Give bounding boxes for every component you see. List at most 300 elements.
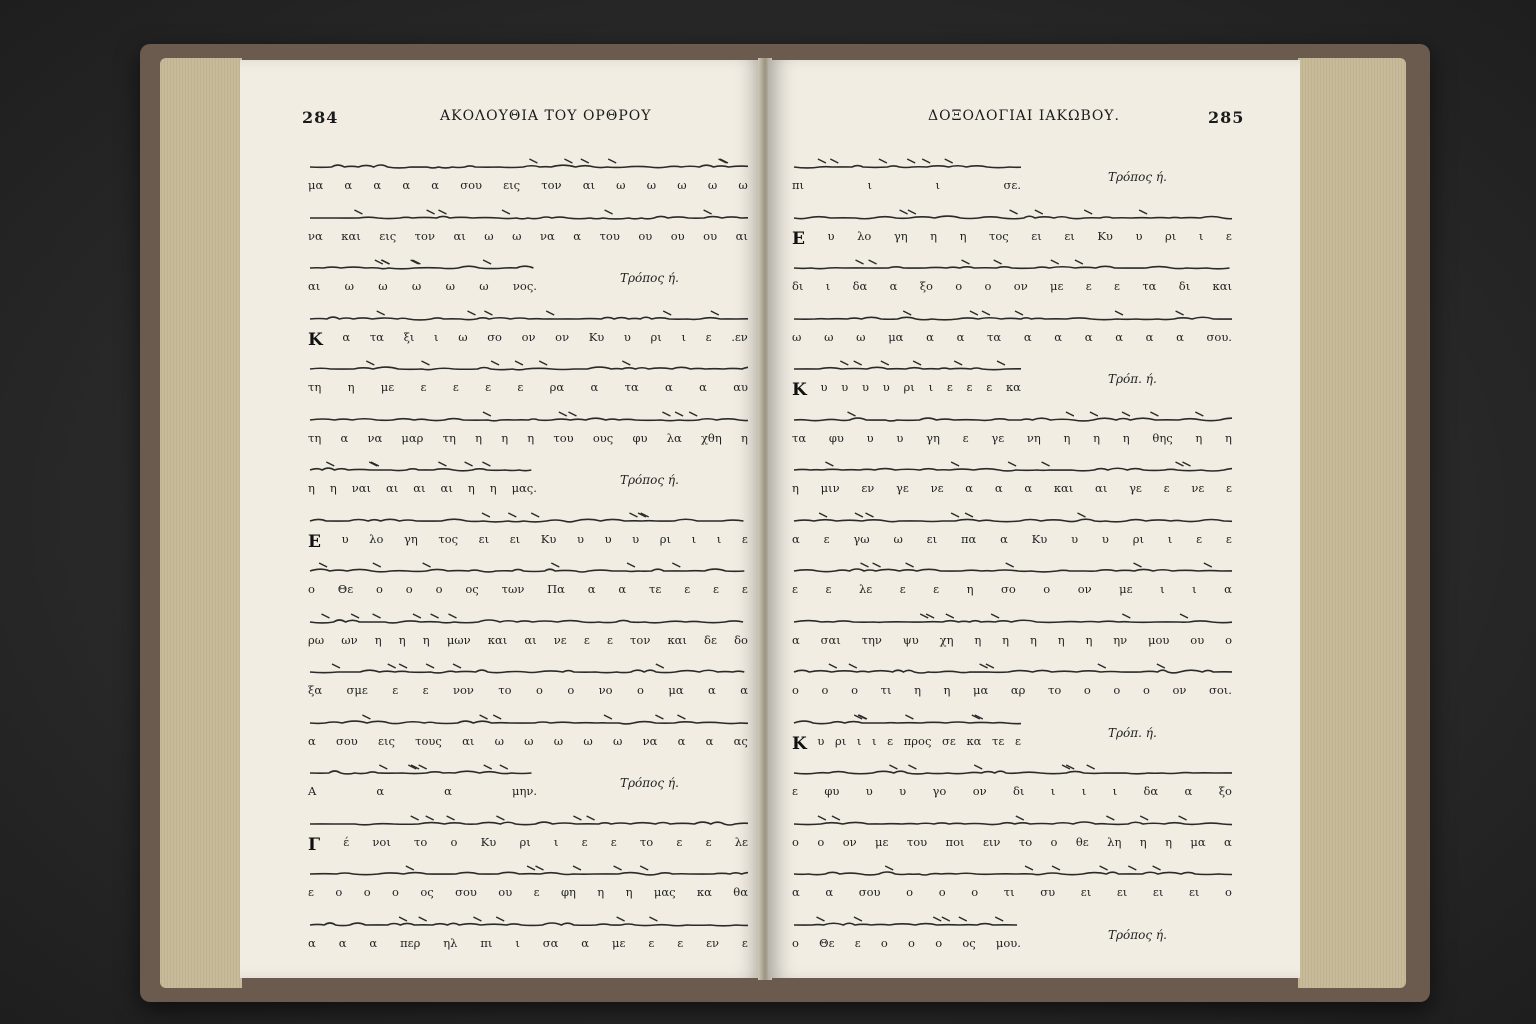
neume-notation bbox=[792, 613, 1232, 627]
syllable: θε bbox=[1075, 834, 1089, 849]
syllable: τα bbox=[624, 380, 639, 394]
syllable: μα bbox=[888, 329, 904, 344]
syllable: α bbox=[677, 733, 686, 748]
syllable: ω bbox=[484, 228, 494, 243]
neume-notation bbox=[308, 613, 748, 627]
syllable: ο bbox=[435, 582, 443, 596]
syllable: φυ bbox=[632, 430, 648, 445]
syllable: ι bbox=[856, 733, 862, 748]
syllable: περ bbox=[400, 935, 421, 950]
syllable: ω bbox=[583, 733, 593, 748]
syllable-row bbox=[308, 784, 537, 802]
mode-signature: Τρόπος ή. bbox=[620, 473, 679, 487]
syllable: θης bbox=[1152, 430, 1173, 445]
syllable: μα bbox=[668, 683, 684, 697]
syllable: μας bbox=[653, 885, 676, 899]
syllable: α bbox=[369, 935, 378, 950]
syllable: ε bbox=[823, 531, 830, 546]
syllable-row bbox=[308, 330, 748, 348]
syllable: του bbox=[553, 430, 574, 445]
syllable: η bbox=[1165, 834, 1172, 849]
syllable: και bbox=[487, 632, 508, 647]
syllable: ι bbox=[867, 178, 873, 192]
syllable: υ bbox=[820, 380, 828, 394]
syllable: α bbox=[1084, 329, 1093, 344]
syllable: υ bbox=[1071, 531, 1079, 546]
syllable: α bbox=[581, 935, 590, 950]
syllable: υ bbox=[623, 329, 631, 344]
syllable: ω bbox=[479, 279, 489, 293]
syllable-row bbox=[308, 279, 537, 297]
syllable-row bbox=[792, 683, 1232, 701]
syllable: φυ bbox=[828, 430, 844, 445]
neume-notation bbox=[308, 714, 748, 728]
syllable: μας. bbox=[511, 481, 537, 495]
syllable: ο bbox=[405, 582, 413, 596]
syllable: αυ bbox=[733, 380, 748, 394]
syllable: ε bbox=[741, 531, 748, 546]
syllable: ει bbox=[509, 531, 521, 546]
syllable: σα bbox=[542, 935, 559, 950]
syllable: α bbox=[705, 733, 714, 748]
syllable: ο bbox=[363, 885, 371, 899]
syllable: μου bbox=[1148, 632, 1170, 647]
syllable: γε bbox=[991, 430, 1005, 445]
syllable-row bbox=[308, 380, 748, 398]
syllable: η bbox=[974, 632, 982, 647]
syllable: α bbox=[444, 784, 452, 798]
syllable-row bbox=[792, 633, 1232, 651]
syllable: α bbox=[699, 380, 707, 394]
syllable: ε bbox=[517, 380, 524, 394]
syllable: τε bbox=[992, 733, 1005, 748]
syllable: υ bbox=[1135, 228, 1143, 243]
drop-initial: E bbox=[792, 228, 805, 249]
syllable: ας bbox=[733, 733, 748, 748]
neume-notation bbox=[792, 714, 1021, 728]
mode-signature: Τρόπ. ή. bbox=[1108, 725, 1157, 740]
syllable: α bbox=[956, 329, 965, 344]
syllable: ω bbox=[616, 178, 626, 192]
syllable: λη bbox=[1107, 834, 1122, 849]
syllable: μων bbox=[446, 632, 471, 647]
syllable: ω bbox=[646, 178, 657, 192]
syllable: το bbox=[639, 834, 654, 849]
syllable-row bbox=[308, 734, 748, 752]
syllable: ξα bbox=[308, 683, 323, 697]
syllable: υ bbox=[899, 784, 907, 798]
left-page bbox=[240, 60, 763, 978]
neume-notation bbox=[308, 461, 537, 475]
syllable: ε bbox=[986, 380, 993, 394]
syllable: με bbox=[875, 834, 889, 849]
syllable: χη bbox=[939, 632, 954, 647]
syllable: α bbox=[1184, 784, 1193, 798]
syllable: ον bbox=[1077, 582, 1092, 596]
syllable: ει bbox=[1152, 885, 1164, 899]
syllable: τα bbox=[987, 329, 1002, 344]
syllable: με bbox=[1119, 582, 1133, 596]
syllable: ι bbox=[1198, 228, 1204, 243]
syllable: σοι. bbox=[1209, 683, 1232, 697]
syllable: με bbox=[380, 380, 395, 394]
syllable: αι bbox=[582, 178, 595, 192]
syllable: αι bbox=[413, 481, 426, 495]
syllable: ε bbox=[485, 380, 492, 394]
syllable: ει bbox=[1116, 885, 1128, 899]
syllable: μα bbox=[308, 178, 324, 192]
syllable: α bbox=[926, 329, 934, 344]
syllable: αι bbox=[1095, 481, 1108, 495]
syllable: υ bbox=[866, 430, 874, 445]
syllable: α bbox=[587, 582, 596, 596]
syllable-row bbox=[792, 784, 1232, 802]
neume-notation bbox=[792, 663, 1232, 677]
syllable: ε bbox=[677, 935, 684, 950]
page-number-right: 285 bbox=[1208, 108, 1245, 127]
syllable: ο bbox=[817, 834, 825, 849]
syllable: υ bbox=[841, 380, 849, 394]
syllable: ε bbox=[1225, 228, 1232, 243]
syllable: υ bbox=[882, 380, 890, 394]
syllable: θα bbox=[733, 885, 748, 899]
drop-initial: K bbox=[308, 329, 323, 350]
syllable: η bbox=[329, 481, 337, 495]
syllable: νε bbox=[930, 481, 944, 495]
syllable: και bbox=[341, 228, 361, 243]
syllable: γη bbox=[893, 228, 908, 243]
syllable: η bbox=[1002, 632, 1010, 647]
syllable-row bbox=[792, 330, 1232, 348]
syllable: νε bbox=[1191, 481, 1205, 495]
syllable: τα bbox=[369, 329, 384, 344]
syllable: ε bbox=[899, 582, 906, 596]
syllable: αι bbox=[735, 228, 748, 243]
syllable: ηλ bbox=[443, 935, 458, 950]
syllable: η bbox=[1122, 430, 1130, 445]
neume-notation bbox=[792, 916, 1021, 930]
syllable: υ bbox=[604, 531, 612, 546]
syllable: α bbox=[431, 178, 440, 192]
syllable: ι bbox=[515, 935, 520, 950]
syllable: σου bbox=[336, 733, 358, 748]
syllable: γη bbox=[403, 531, 418, 546]
syllable: ο bbox=[792, 834, 799, 849]
syllable: ο bbox=[1043, 582, 1051, 596]
syllable: μα bbox=[973, 683, 989, 697]
syllable: να bbox=[367, 430, 383, 445]
syllable: δι bbox=[1012, 784, 1025, 798]
syllable: ο bbox=[792, 935, 799, 950]
syllable-row bbox=[308, 835, 748, 853]
syllable: νος. bbox=[512, 279, 537, 293]
syllable: ει bbox=[1080, 885, 1092, 899]
drop-initial: K bbox=[792, 380, 807, 400]
syllable: η bbox=[489, 481, 497, 495]
neume-notation bbox=[308, 158, 748, 172]
running-head-left: ΑΚΟΛΟΥΘΙΑ ΤΟΥ ΟΡΘΡΟΥ bbox=[440, 108, 652, 124]
syllable: ρι bbox=[1165, 228, 1177, 243]
syllable: ρι bbox=[1132, 531, 1144, 546]
syllable: α bbox=[573, 228, 582, 243]
syllable: σου bbox=[455, 885, 477, 899]
syllable: τι bbox=[880, 683, 892, 697]
syllable: νοι bbox=[372, 834, 391, 849]
syllable: ει bbox=[478, 531, 490, 546]
syllable: ειν bbox=[982, 834, 1001, 849]
syllable: ω bbox=[613, 733, 623, 748]
drop-initial: E bbox=[308, 531, 321, 552]
neume-notation bbox=[308, 310, 748, 324]
syllable: πι bbox=[480, 935, 493, 950]
syllable: α bbox=[792, 531, 800, 546]
syllable: η bbox=[959, 228, 967, 243]
syllable: α bbox=[1024, 481, 1033, 495]
syllable: ε bbox=[422, 683, 429, 697]
syllable: α bbox=[1224, 582, 1232, 596]
syllable: σε. bbox=[1003, 178, 1021, 192]
neume-notation bbox=[792, 360, 1021, 374]
syllable-row bbox=[792, 229, 1232, 247]
syllable: τος bbox=[438, 531, 459, 546]
syllable: του bbox=[599, 228, 620, 243]
syllable: υ bbox=[862, 380, 870, 394]
syllable: τη bbox=[308, 380, 322, 394]
syllable: τος bbox=[989, 228, 1009, 243]
syllable: σε bbox=[942, 733, 956, 748]
syllable: ην bbox=[1113, 632, 1128, 647]
syllable: συ bbox=[1040, 885, 1056, 899]
neume-notation bbox=[308, 209, 748, 223]
page-edges-left bbox=[160, 58, 242, 988]
syllable: αι bbox=[462, 733, 475, 748]
syllable: του bbox=[906, 834, 928, 849]
syllable: α bbox=[308, 935, 316, 950]
syllable: ρι bbox=[659, 531, 672, 546]
syllable: σο bbox=[1001, 582, 1016, 596]
syllable: ω bbox=[411, 279, 422, 293]
syllable: ε bbox=[533, 885, 540, 899]
syllable: υ bbox=[632, 531, 640, 546]
syllable-row bbox=[792, 481, 1232, 499]
syllable: γε bbox=[896, 481, 909, 495]
mode-signature: Τρόπος ή. bbox=[1108, 927, 1167, 942]
syllable: ου bbox=[498, 885, 513, 899]
syllable: α bbox=[1054, 329, 1063, 344]
syllable: ο bbox=[1050, 834, 1058, 849]
syllable: α bbox=[1000, 531, 1008, 546]
syllable: ω bbox=[344, 279, 354, 293]
syllable-row bbox=[308, 481, 537, 499]
mode-signature: Τρόπ. ή. bbox=[1108, 372, 1157, 386]
syllable: ι bbox=[872, 733, 877, 748]
syllable: υ bbox=[896, 430, 904, 445]
syllable: ρι bbox=[835, 733, 847, 748]
syllable: ω bbox=[893, 531, 903, 546]
syllable: ε bbox=[962, 430, 969, 445]
syllable: η bbox=[308, 481, 315, 495]
syllable: α bbox=[376, 784, 385, 798]
syllable: η bbox=[1225, 430, 1232, 445]
syllable: υ bbox=[341, 531, 349, 546]
syllable: εν bbox=[706, 935, 720, 950]
neume-notation bbox=[308, 865, 748, 879]
syllable: ον bbox=[1013, 279, 1028, 293]
syllable: γη bbox=[926, 430, 940, 445]
syllable: ι bbox=[1192, 582, 1197, 596]
syllable: η bbox=[966, 582, 974, 596]
syllable: ε bbox=[1225, 531, 1232, 546]
syllable: ε bbox=[392, 683, 399, 697]
syllable: ο bbox=[637, 683, 644, 697]
syllable: ω bbox=[677, 178, 687, 192]
syllable: ε bbox=[1114, 279, 1120, 293]
syllable: η bbox=[943, 683, 951, 697]
syllable: ποι bbox=[945, 834, 965, 849]
syllable: τα bbox=[792, 430, 807, 445]
syllable: ου bbox=[703, 228, 718, 243]
syllable-row bbox=[308, 229, 748, 247]
syllable: τον bbox=[541, 178, 562, 192]
syllable: κα bbox=[966, 733, 982, 748]
syllable: ο bbox=[906, 885, 914, 899]
syllable: α bbox=[1145, 329, 1154, 344]
syllable: ει bbox=[1064, 228, 1075, 243]
syllable: εις bbox=[379, 228, 397, 243]
syllable: υ bbox=[576, 531, 584, 546]
syllable: α bbox=[342, 329, 351, 344]
syllable-row bbox=[792, 279, 1232, 297]
neume-notation bbox=[792, 865, 1232, 879]
syllable: ο bbox=[392, 885, 399, 899]
syllable: ε bbox=[792, 784, 798, 798]
syllable: ρω bbox=[308, 632, 325, 647]
syllable: ο bbox=[450, 834, 458, 849]
syllable-row bbox=[308, 582, 748, 600]
syllable: μιν bbox=[820, 481, 840, 495]
syllable: η bbox=[1139, 834, 1147, 849]
syllable: Κυ bbox=[1031, 531, 1048, 546]
syllable: α bbox=[994, 481, 1003, 495]
syllable: α bbox=[1115, 329, 1123, 344]
syllable: α bbox=[618, 582, 627, 596]
syllable: ο bbox=[821, 683, 829, 697]
syllable: α bbox=[1176, 329, 1184, 344]
syllable: ο bbox=[376, 582, 383, 596]
syllable: η bbox=[347, 380, 355, 394]
syllable: ω bbox=[824, 329, 834, 344]
syllable: υ bbox=[865, 784, 873, 798]
syllable: τη bbox=[308, 430, 322, 445]
syllable: α bbox=[340, 430, 349, 445]
syllable: ο bbox=[1113, 683, 1121, 697]
syllable: νο bbox=[598, 683, 613, 697]
syllable: ει bbox=[1031, 228, 1042, 243]
syllable: ψυ bbox=[902, 632, 919, 647]
syllable: να bbox=[308, 228, 323, 243]
mode-signature: Τρόπος ή. bbox=[620, 271, 679, 285]
syllable: αι bbox=[440, 481, 453, 495]
neume-notation bbox=[308, 764, 537, 778]
syllable: σου bbox=[460, 178, 482, 192]
syllable: των bbox=[501, 582, 525, 596]
syllable: α bbox=[792, 885, 800, 899]
syllable: λο bbox=[857, 228, 872, 243]
syllable: ος bbox=[465, 582, 479, 596]
neume-notation bbox=[792, 461, 1232, 475]
syllable: ι bbox=[935, 178, 941, 192]
syllable: η bbox=[930, 228, 938, 243]
syllable: ε bbox=[648, 935, 655, 950]
syllable: ρα bbox=[549, 380, 565, 394]
syllable-row bbox=[792, 734, 1021, 752]
syllable: ο bbox=[971, 885, 979, 899]
syllable: τη bbox=[442, 430, 456, 445]
syllable: ξο bbox=[1218, 784, 1232, 798]
syllable: ον bbox=[555, 329, 570, 344]
syllable: ι bbox=[1112, 784, 1118, 798]
syllable: ο bbox=[984, 279, 992, 293]
syllable: ο bbox=[908, 935, 915, 950]
syllable: α bbox=[338, 935, 347, 950]
syllable: ω bbox=[458, 329, 468, 344]
syllable: .εν bbox=[731, 329, 748, 344]
syllable: νε bbox=[553, 632, 567, 647]
syllable: ι bbox=[1167, 531, 1173, 546]
syllable: και bbox=[1212, 279, 1232, 293]
syllable: δι bbox=[792, 279, 804, 293]
syllable: αρ bbox=[1010, 683, 1026, 697]
neume-notation bbox=[792, 815, 1232, 829]
syllable: υ bbox=[817, 733, 825, 748]
syllable-row bbox=[792, 431, 1232, 449]
syllable: ου bbox=[670, 228, 685, 243]
neume-notation bbox=[308, 360, 748, 374]
syllable: α bbox=[590, 380, 599, 394]
syllable: ε bbox=[705, 834, 712, 849]
syllable: ο bbox=[955, 279, 963, 293]
syllable: ε bbox=[887, 733, 894, 748]
syllable: λα bbox=[666, 430, 682, 445]
syllable: ει bbox=[926, 531, 938, 546]
syllable: μου. bbox=[995, 935, 1021, 950]
syllable: ε bbox=[933, 582, 940, 596]
neume-notation bbox=[308, 815, 748, 829]
syllable: μαρ bbox=[401, 430, 424, 445]
syllable: α bbox=[373, 178, 382, 192]
syllable: ε bbox=[581, 834, 588, 849]
syllable: μα bbox=[1190, 834, 1206, 849]
syllable: το bbox=[1018, 834, 1033, 849]
syllable: ω bbox=[524, 733, 534, 748]
syllable: αι bbox=[386, 481, 399, 495]
syllable: ους bbox=[592, 430, 614, 445]
syllable-row bbox=[308, 885, 748, 903]
syllable: το bbox=[414, 834, 428, 849]
syllable-row bbox=[792, 835, 1232, 853]
neume-notation bbox=[308, 411, 748, 425]
syllable: ω bbox=[512, 228, 522, 243]
syllable: μην. bbox=[511, 784, 537, 798]
syllable: τους bbox=[415, 733, 442, 748]
syllable: σου bbox=[858, 885, 881, 899]
syllable: ε bbox=[946, 380, 953, 394]
syllable: ον bbox=[972, 784, 987, 798]
syllable: ε bbox=[583, 632, 590, 647]
syllable: ος bbox=[420, 885, 434, 899]
syllable: αι bbox=[453, 228, 466, 243]
neume-notation bbox=[308, 663, 748, 677]
